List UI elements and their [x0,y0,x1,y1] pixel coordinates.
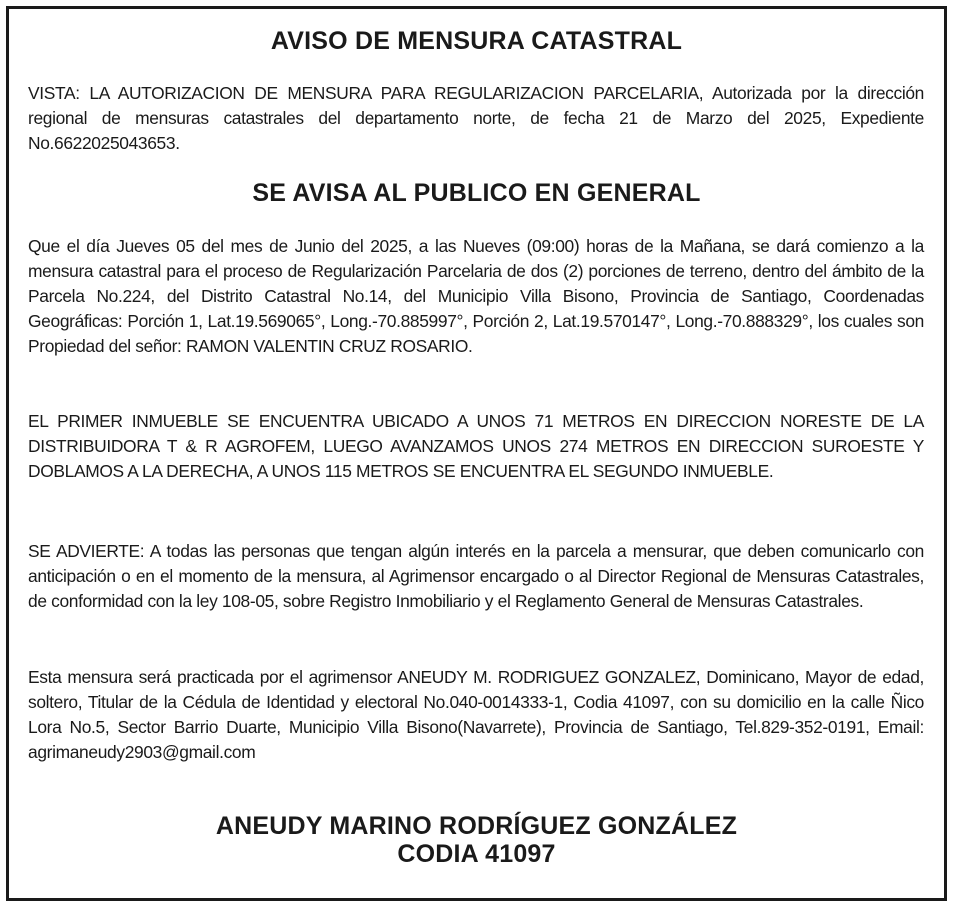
notice-box [6,6,947,901]
notice-title: AVISO DE MENSURA CATASTRAL [270,27,683,55]
signature-name: ANEUDY MARINO RODRÍGUEZ GONZÁLEZ [215,812,738,840]
warning-paragraph: SE ADVIERTE: A todas las personas que tengan algún interés en la parcela a mensurar, que deben comunicarlo con anticipación o en el momento de la mensura, al Agrimensor encargado o al Director Regional de Mensuras Catastrales, de conformidad con la ley 108-05, sobre Registro Inmobiliario y el Reglamento General de Mensuras Catastrales. [28,541,924,611]
signature-codia: CODIA 41097 [397,840,556,868]
vista-paragraph: VISTA: LA AUTORIZACION DE MENSURA PARA REGULARIZACION PARCELARIA, Autorizada por la dirección regional de mensuras catastrales del departamento norte, de fecha 21 de Marzo del 2025, Expediente No.6622025043653. [28,83,924,153]
signature-block [9,812,944,868]
intro-paragraph: Que el día Jueves 05 del mes de Junio del 2025, a las Nueves (09:00) horas de la Mañana, se dará comienzo a la mensura catastral para el proceso de Regularización Parcelaria de dos (2) porciones de terreno, dentro del ámbito de la Parcela No.224, del Distrito Catastral No.14, del Municipio Villa Bisono, Provincia de Santiago, Coordenadas Geográficas: Porción 1, Lat.19.569065°, Long.-70.885997°, Porción 2, Lat.19.570147°, Long.-70.888329°, los cuales son Propiedad del señor: RAMON VALENTIN CRUZ ROSARIO. [28,236,924,356]
surveyor-paragraph: Esta mensura será practicada por el agrimensor ANEUDY M. RODRIGUEZ GONZALEZ, Dominicano, Mayor de edad, soltero, Titular de la Cédula de Identidad y electoral No.040-0014333-1, Codia 41097, con su domicilio en la calle Ñico Lora No.5, Sector Barrio Duarte, Municipio Villa Bisono(Navarrete), Provincia de Santiago, Tel.829-352-0191, Email: agrimaneudy2903@gmail.com [28,667,924,762]
location-paragraph: EL PRIMER INMUEBLE SE ENCUENTRA UBICADO A UNOS 71 METROS EN DIRECCION NORESTE DE LA DISTRIBUIDORA T & R AGROFEM, LUEGO AVANZAMOS UNOS 274 METROS EN DIRECCION SUROESTE Y DOBLAMOS A LA DERECHA, A UNOS 115 METROS SE ENCUENTRA EL SEGUNDO INMUEBLE. [28,411,924,481]
notice-subtitle: SE AVISA AL PUBLICO EN GENERAL [252,179,701,207]
